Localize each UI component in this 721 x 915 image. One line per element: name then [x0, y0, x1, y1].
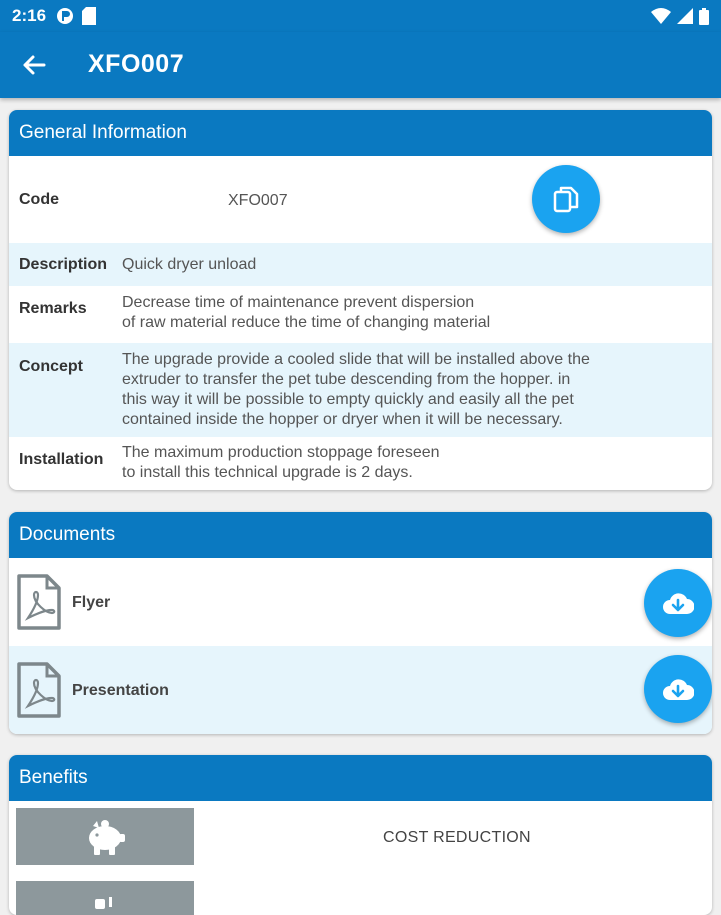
- benefit-row: [9, 801, 712, 876]
- remarks-label: Remarks: [19, 300, 87, 318]
- general-info-card: [9, 110, 712, 490]
- remarks-value: Decrease time of maintenance prevent dispersion of raw material reduce the time of changing material: [122, 293, 490, 333]
- code-value: XFO007: [228, 191, 288, 211]
- installation-value: The maximum production stoppage foreseen to install this technical upgrade is 2 days.: [122, 443, 440, 483]
- signal-icon: [677, 8, 693, 24]
- concept-value: The upgrade provide a cooled slide that will be installed above the extruder to transfer the pet tube descending from the hopper. in this way it will be possible to empty quickly and easily all the pet contained inside the hopper or dryer when it will be necessary.: [122, 350, 590, 430]
- app-bar: [0, 32, 721, 98]
- document-label-flyer: Flyer: [72, 594, 110, 612]
- pdf-file-icon: [16, 661, 62, 719]
- remarks-row: [9, 286, 712, 343]
- sd-card-icon: [82, 7, 96, 25]
- description-row: [9, 243, 712, 286]
- concept-row: [9, 343, 712, 437]
- pdf-file-icon: [16, 573, 62, 631]
- copy-button[interactable]: [532, 165, 600, 233]
- document-row-flyer[interactable]: [9, 558, 712, 646]
- general-info-header: General Information: [9, 110, 712, 156]
- status-bar: [0, 0, 721, 32]
- concept-label: Concept: [19, 358, 83, 376]
- documents-card: [9, 512, 712, 734]
- copy-icon: [551, 184, 581, 214]
- status-time: 2:16: [12, 6, 46, 26]
- benefits-header: Benefits: [9, 755, 712, 801]
- back-button[interactable]: [18, 49, 50, 81]
- installation-row: [9, 437, 712, 490]
- download-flyer-button[interactable]: [644, 569, 712, 637]
- download-presentation-button[interactable]: [644, 655, 712, 723]
- arrow-back-icon: [18, 49, 50, 81]
- battery-icon: [699, 8, 709, 25]
- document-label-presentation: Presentation: [72, 682, 169, 700]
- benefit-label-cost-reduction: COST REDUCTION: [383, 829, 531, 847]
- installation-label: Installation: [19, 451, 103, 469]
- piggy-bank-icon: [83, 818, 127, 856]
- description-label: Description: [19, 256, 107, 274]
- documents-header: Documents: [9, 512, 712, 558]
- page-title: XFO007: [88, 50, 184, 79]
- benefit-tile: [16, 808, 194, 865]
- document-row-presentation[interactable]: [9, 646, 712, 734]
- benefit-icon: [85, 895, 125, 915]
- cloud-download-icon: [662, 591, 694, 615]
- wifi-icon: [651, 8, 671, 24]
- description-value: Quick dryer unload: [122, 255, 256, 275]
- code-row: [9, 156, 712, 243]
- cloud-download-icon: [662, 677, 694, 701]
- benefit-tile: [16, 881, 194, 915]
- app-notification-icon: [56, 7, 74, 25]
- code-label: Code: [19, 191, 59, 209]
- benefits-card: [9, 755, 712, 915]
